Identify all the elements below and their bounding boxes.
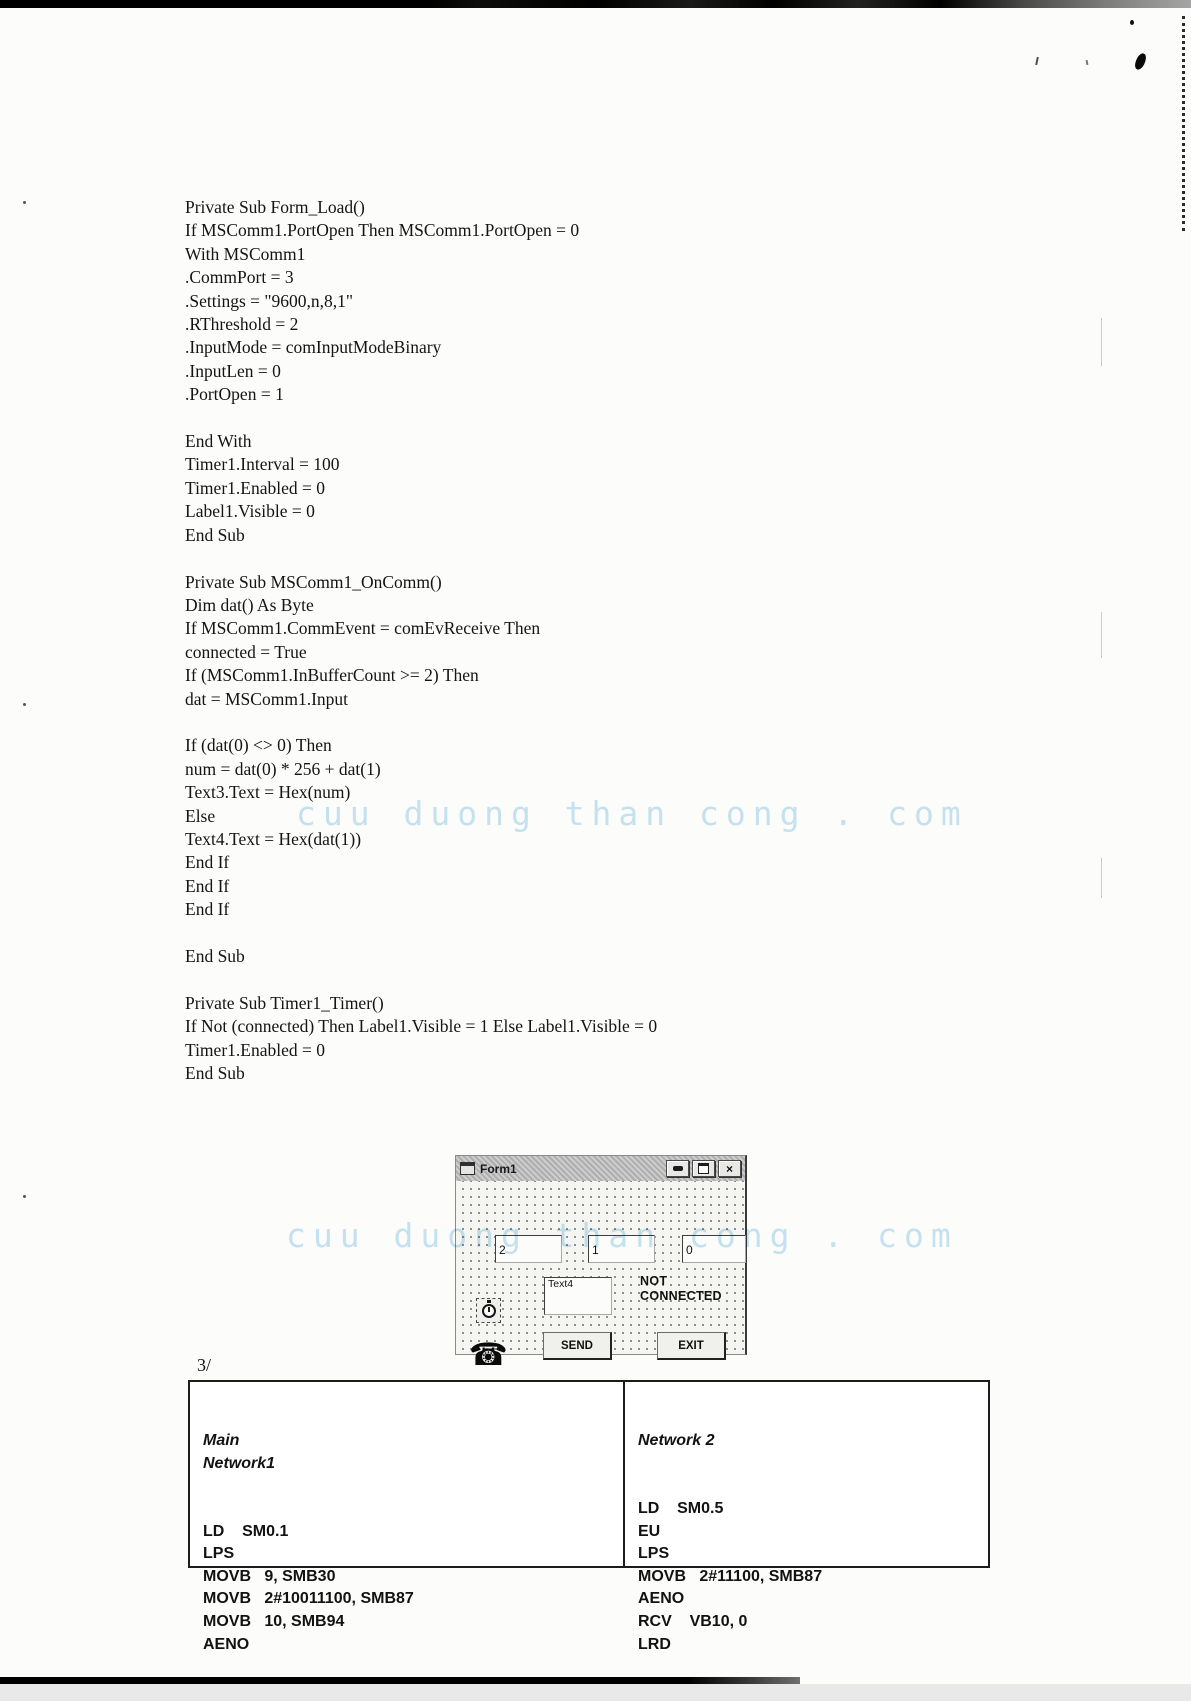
scan-artifact-tick [1086,60,1089,65]
maximize-button[interactable] [692,1160,715,1177]
section-number: 3/ [197,1355,212,1375]
watermark: cuu duong than cong . com [296,794,968,833]
plc-table-main-column [190,1382,625,1653]
scan-artifact-margin-dot [23,201,26,204]
scan-artifact-top-bar [0,0,1191,8]
code-line: With MSComm1 [185,243,306,264]
close-icon: × [725,1161,733,1176]
exit-button[interactable]: EXIT [657,1332,726,1360]
form-icon [460,1162,475,1175]
code-line [185,407,657,430]
scan-artifact-faint-line [1101,612,1102,658]
not-connected-label: NOT CONNECTED [640,1274,722,1303]
code-line [185,968,657,991]
code-line [185,711,657,734]
plc-code-line: MOVB 2#11100, SMB87 [638,1567,823,1585]
code-line: End If [185,875,230,896]
code-line: End Sub [185,946,245,966]
scan-artifact-tick [1035,57,1039,65]
plc-main-headers [203,1430,623,1475]
code-line: Private Sub MSComm1_OnComm() [185,571,442,592]
code-line: End Sub [185,1063,245,1084]
plc-code-line: MOVB 9, SMB30 [203,1567,336,1585]
scan-artifact-ink-blob [1134,52,1148,71]
plc-table-network2-column [625,1382,988,1653]
code-line: Timer1.Interval = 100 [185,454,340,475]
plc-code-line: LD SM0.1 [203,1522,289,1540]
plc-network2-headers [638,1430,988,1453]
code-line: .RThreshold = 2 [185,314,299,335]
watermark: cuu duong than cong . com [286,1216,958,1255]
vb-code-listing [185,196,657,1085]
plc-main-lines [203,1521,623,1657]
code-line: .InputMode = comInputModeBinary [185,337,442,358]
code-line: If Not (connected) Then Label1.Visible = 1 Else Label1.Visible = 0 [185,1016,658,1037]
code-line: .Settings = "9600,n,8,1" [185,290,354,311]
minimize-icon [673,1166,683,1171]
code-line: Private Sub Timer1_Timer() [185,992,384,1013]
maximize-icon [698,1163,709,1174]
form1-body [456,1181,745,1373]
code-line: Label1.Visible = 0 [185,501,315,522]
code-line: .InputLen = 0 [185,360,281,381]
plc-code-line: AENO [638,1590,685,1608]
minimize-button[interactable] [666,1160,689,1177]
plc-code-table [188,1380,990,1653]
textbox-text4-label: Text4 [548,1278,574,1290]
code-line: num = dat(0) * 256 + dat(1) [185,758,381,779]
window-buttons [666,1160,741,1177]
plc-code-line: AENO [203,1635,250,1653]
code-line: connected = True [185,641,307,662]
code-line: Private Sub Form_Load() [185,197,365,217]
code-line: If MSComm1.PortOpen Then MSComm1.PortOpen = 0 [185,220,580,241]
plc-code-line: LD SM0.5 [638,1499,724,1517]
plc-network2-lines [638,1498,988,1656]
timer-control[interactable] [476,1298,501,1323]
plc-code-line: RCV VB10, 0 [638,1612,748,1630]
code-line: End If [185,852,230,873]
code-line: Text4.Text = Hex(dat(1)) [185,828,362,849]
code-line: If MSComm1.CommEvent = comEvReceive Then [185,618,541,639]
code-line: End Sub [185,524,245,545]
plc-header: Main [203,1432,240,1450]
code-line: Timer1.Enabled = 0 [185,477,325,498]
form1-titlebar[interactable] [456,1156,745,1182]
code-line [185,547,657,570]
plc-code-line: MOVB 2#10011100, SMB87 [203,1590,414,1608]
plc-header: Network1 [203,1454,276,1472]
scan-artifact-faint-line [1101,858,1102,898]
code-line: Else [185,805,216,826]
scan-artifact-margin-dot [23,703,26,706]
code-line: End If [185,899,230,920]
code-line: dat = MSComm1.Input [185,688,349,709]
code-line: Timer1.Enabled = 0 [185,1039,325,1060]
plc-code-line: LRD [638,1635,671,1653]
mscomm-control[interactable] [469,1339,508,1371]
scan-artifact-faint-line [1101,318,1102,366]
plc-code-line: LPS [638,1545,670,1563]
code-line: If (MSComm1.InBufferCount >= 2) Then [185,665,479,686]
code-line: .CommPort = 3 [185,267,294,288]
scan-artifact-bottom-bar [0,1677,800,1684]
code-line: Dim dat() As Byte [185,594,314,615]
scan-artifact-dotted-edge [1182,16,1185,231]
stopwatch-icon [482,1304,496,1318]
plc-header: Network 2 [638,1432,715,1450]
code-line: .PortOpen = 1 [185,384,284,405]
telephone-icon: ☎ [469,1337,508,1373]
scan-artifact-dot [1130,20,1134,25]
form-title: Form1 [480,1161,517,1176]
code-line: Text3.Text = Hex(num) [185,782,351,803]
textbox-text4[interactable] [544,1277,612,1315]
form1-window [455,1155,747,1373]
code-line: If (dat(0) <> 0) Then [185,735,332,756]
close-button[interactable] [718,1160,741,1177]
send-button[interactable]: SEND [543,1332,612,1360]
plc-code-line: LPS [203,1545,235,1563]
plc-code-line: MOVB 10, SMB94 [203,1612,345,1630]
code-line: End With [185,431,252,452]
code-line [185,922,657,945]
scan-artifact-margin-dot [23,1195,26,1198]
plc-code-line: EU [638,1522,661,1540]
